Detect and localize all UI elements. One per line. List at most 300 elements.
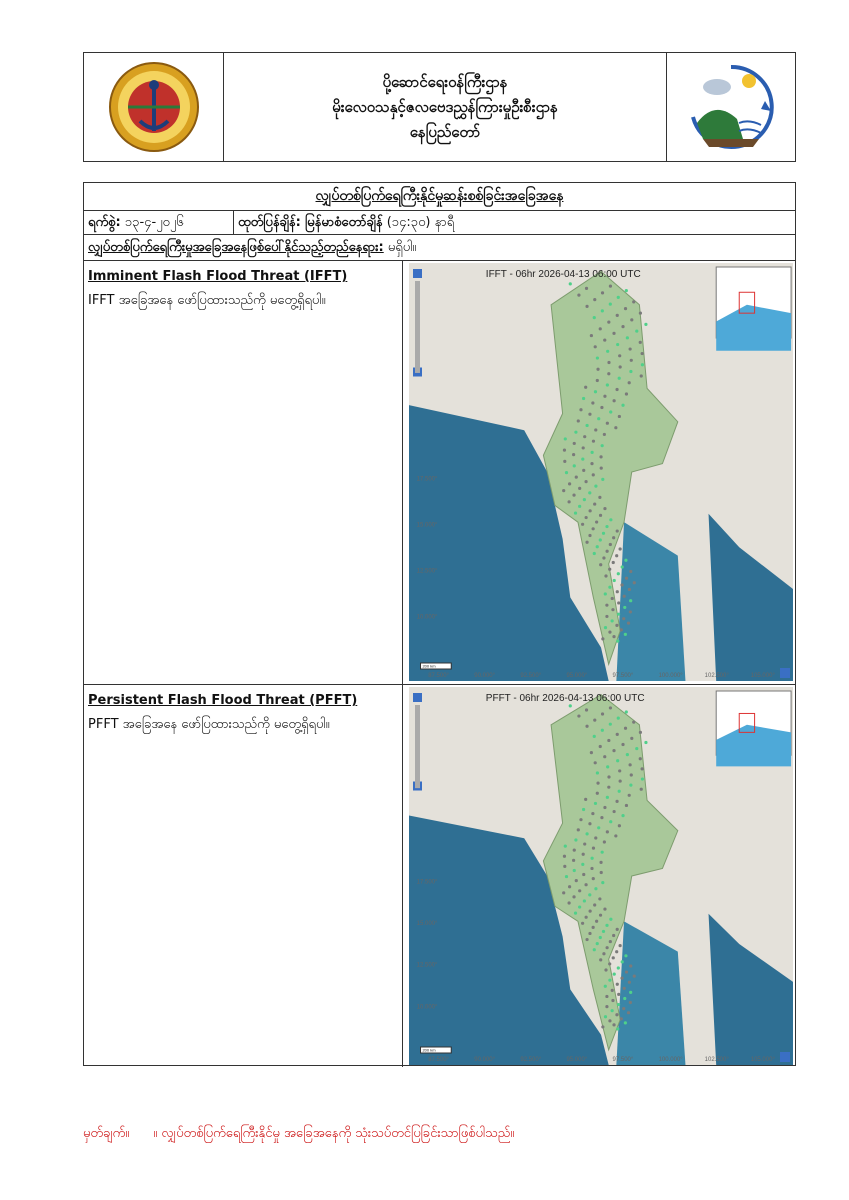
basin-dot	[588, 932, 591, 935]
basin-dot	[579, 818, 582, 821]
city-name: နေပြည်တော်	[409, 122, 481, 141]
basin-dot	[625, 970, 628, 973]
basin-dot	[562, 891, 565, 894]
issue-label: ထုတ်ပြန်ချိန်:	[238, 215, 301, 230]
basin-dot	[598, 897, 601, 900]
basin-dot	[629, 610, 632, 613]
basin-dot	[578, 505, 581, 508]
basin-dot	[592, 440, 595, 443]
basin-dot	[599, 958, 602, 961]
basin-dot	[588, 534, 591, 537]
basin-dot	[594, 345, 597, 348]
map-title-label: IFFT - 06hr 2026-04-13 06:00 UTC	[485, 269, 641, 280]
basin-dot	[612, 332, 615, 335]
basin-dot	[608, 568, 611, 571]
basin-dot	[581, 458, 584, 461]
basin-dot	[577, 828, 580, 831]
basin-dot	[629, 991, 632, 994]
latitude-tick-label: 10.000°	[416, 614, 438, 621]
basin-dot	[602, 952, 605, 955]
pfft-description: PFFT အခြေအနေ ဖော်ပြထားသည်ကို မတွေ့ရှိရပါ။	[88, 717, 330, 732]
issue-time-cell	[234, 211, 454, 234]
basin-dot	[619, 779, 622, 782]
basin-dot	[600, 406, 603, 409]
basin-dot	[592, 847, 595, 850]
basin-dot	[596, 782, 599, 785]
basin-dot	[608, 631, 611, 634]
basin-dot	[628, 794, 631, 797]
basin-dot	[628, 588, 631, 591]
basin-dot	[577, 714, 580, 717]
basin-dot	[602, 532, 605, 535]
basin-dot	[629, 1001, 632, 1004]
basin-dot	[624, 1021, 627, 1024]
basin-dot	[632, 300, 635, 303]
basin-dot	[621, 325, 624, 328]
latitude-tick-label: 12.500°	[416, 568, 438, 575]
basin-dot	[617, 572, 620, 575]
report-table	[83, 182, 796, 1066]
basin-dot	[603, 433, 606, 436]
ifft-text	[88, 265, 393, 313]
basin-dot	[629, 599, 632, 602]
basin-dot	[568, 482, 571, 485]
basin-dot	[609, 820, 612, 823]
basin-dot	[582, 873, 585, 876]
basin-dot	[592, 877, 595, 880]
basin-dot	[601, 309, 604, 312]
basin-dot	[615, 1013, 618, 1016]
basin-dot	[604, 574, 607, 577]
basin-dot	[609, 940, 612, 943]
basin-dot	[563, 460, 566, 463]
basin-dot	[609, 918, 612, 921]
basin-dot	[623, 595, 626, 598]
basin-dot	[604, 1015, 607, 1018]
basin-dot	[600, 871, 603, 874]
basin-dot	[616, 733, 619, 736]
longitude-tick-label: 87.500°	[428, 1057, 449, 1063]
basin-dot	[593, 316, 596, 319]
basin-dot	[592, 926, 595, 929]
basin-dot	[564, 437, 567, 440]
basin-dot	[585, 305, 588, 308]
download-icon	[780, 668, 790, 678]
basin-dot	[618, 790, 621, 793]
basin-dot	[633, 975, 636, 978]
department-name: မိုးလေဝသနှင့်ဇလဗေဒညွှန်ကြားမှုဦးစီးဌာန	[332, 97, 558, 116]
basin-dot	[602, 930, 605, 933]
basin-dot	[601, 851, 604, 854]
basin-dot	[599, 455, 602, 458]
basin-dot	[575, 879, 578, 882]
basin-dot	[596, 368, 599, 371]
basin-dot	[644, 323, 647, 326]
basin-dot	[617, 296, 620, 299]
ifft-heading: Imminent Flash Flood Threat (IFFT)	[88, 269, 348, 284]
basin-dot	[588, 822, 591, 825]
basin-dot	[589, 509, 592, 512]
longitude-tick-label: 105.000°	[750, 1057, 775, 1063]
basin-dot	[616, 928, 619, 931]
basin-dot	[596, 545, 599, 548]
basin-dot	[593, 719, 596, 722]
basin-dot	[578, 487, 581, 490]
basin-dot	[603, 840, 606, 843]
basin-dot	[597, 417, 600, 420]
latitude-tick-label: 17.500°	[416, 476, 438, 483]
basin-dot	[601, 881, 604, 884]
basin-dot	[630, 737, 633, 740]
basin-dot	[640, 374, 643, 377]
basin-dot	[623, 997, 626, 1000]
basin-dot	[620, 628, 623, 631]
basin-dot	[601, 712, 604, 715]
basin-dot	[563, 449, 566, 452]
basin-dot	[578, 905, 581, 908]
basin-dot	[640, 788, 643, 791]
basin-dot	[625, 577, 628, 580]
basin-dot	[593, 552, 596, 555]
basin-dot	[577, 419, 580, 422]
pfft-map	[409, 687, 793, 1065]
basin-dot	[608, 586, 611, 589]
basin-dot	[574, 912, 577, 915]
basin-dot	[605, 525, 608, 528]
map-title-label: PFFT - 06hr 2026-04-13 06:00 UTC	[485, 693, 645, 704]
basin-dot	[611, 608, 614, 611]
basin-dot	[629, 784, 632, 787]
latitude-tick-label: 12.500°	[416, 962, 438, 969]
basin-dot	[595, 920, 598, 923]
department-logo	[667, 53, 795, 161]
basin-dot	[616, 343, 619, 346]
basin-dot	[641, 352, 644, 355]
basin-dot	[617, 993, 620, 996]
basin-dot	[618, 824, 621, 827]
basin-dot	[598, 496, 601, 499]
basin-dot	[596, 792, 599, 795]
basin-dot	[612, 536, 615, 539]
basin-dot	[565, 471, 568, 474]
basin-dot	[594, 761, 597, 764]
basin-dot	[563, 855, 566, 858]
basin-dot	[590, 462, 593, 465]
basin-dot	[617, 716, 620, 719]
scale-bar-label: 200 km	[422, 1047, 436, 1053]
basin-dot	[607, 786, 610, 789]
basin-dot	[617, 966, 620, 969]
basin-dot	[581, 863, 584, 866]
threat-area-row	[84, 235, 795, 261]
basin-dot	[620, 1017, 623, 1020]
basin-dot	[630, 318, 633, 321]
basin-dot	[612, 749, 615, 752]
basin-dot	[604, 985, 607, 988]
basin-dot	[604, 968, 607, 971]
basin-dot	[606, 946, 609, 949]
basin-dot	[609, 518, 612, 521]
basin-dot	[601, 1025, 604, 1028]
basin-dot	[620, 583, 623, 586]
basin-dot	[608, 979, 611, 982]
basin-dot	[616, 314, 619, 317]
basin-dot	[584, 883, 587, 886]
issue-time-value: (၁၄:၃၀) နာရီ	[386, 215, 455, 230]
basin-dot	[583, 498, 586, 501]
basin-dot	[618, 354, 621, 357]
basin-dot	[622, 1007, 625, 1010]
basin-dot	[599, 861, 602, 864]
basin-dot	[585, 708, 588, 711]
date-row	[84, 211, 795, 235]
latitude-tick-label: 10.000°	[416, 1004, 438, 1011]
basin-dot	[592, 473, 595, 476]
longitude-tick-label: 92.500°	[520, 1057, 542, 1063]
basin-dot	[633, 581, 636, 584]
basin-dot	[582, 808, 585, 811]
basin-dot	[594, 428, 597, 431]
basin-dot	[635, 329, 638, 332]
threat-area-label: လျှပ်တစ်ပြက်ရေကြီးမှုအခြေအနေဖြစ်ပေါ်နိုင်သည့်တည်နေရား:	[88, 240, 384, 255]
basin-dot	[599, 563, 602, 566]
basin-dot	[568, 901, 571, 904]
basin-dot	[574, 511, 577, 514]
basin-dot	[593, 735, 596, 738]
basin-dot	[588, 893, 591, 896]
basin-dot	[597, 826, 600, 829]
ifft-description: IFFT အခြေအနေ ဖော်ပြထားသည်ကို မတွေ့ရှိရပါ။	[88, 293, 326, 308]
basin-dot	[574, 838, 577, 841]
basin-dot	[615, 800, 618, 803]
basin-dot	[569, 282, 572, 285]
threat-area-value: မရှိပါ။	[387, 240, 417, 255]
basin-dot	[625, 289, 628, 292]
basin-dot	[630, 359, 633, 362]
ifft-map	[409, 263, 793, 681]
longitude-tick-label: 102.500°	[704, 673, 729, 679]
basin-dot	[617, 613, 620, 616]
basin-dot	[573, 869, 576, 872]
basin-dot	[590, 334, 593, 337]
basin-dot	[583, 435, 586, 438]
basin-dot	[616, 640, 619, 643]
basin-dot	[611, 619, 614, 622]
basin-dot	[606, 350, 609, 353]
basin-dot	[607, 361, 610, 364]
basin-dot	[611, 597, 614, 600]
longitude-tick-label: 95.000°	[566, 673, 588, 679]
pfft-heading: Persistent Flash Flood Threat (PFFT)	[88, 693, 358, 708]
basin-dot	[582, 853, 585, 856]
basin-dot	[589, 910, 592, 913]
basin-dot	[616, 590, 619, 593]
basin-dot	[605, 924, 608, 927]
basin-dot	[573, 849, 576, 852]
basin-dot	[606, 830, 609, 833]
basin-dot	[627, 622, 630, 625]
basin-dot	[600, 467, 603, 470]
pfft-text	[88, 689, 393, 737]
basin-dot	[625, 804, 628, 807]
basin-dot	[609, 723, 612, 726]
basin-dot	[573, 464, 576, 467]
basin-dot	[619, 944, 622, 947]
basin-dot	[582, 446, 585, 449]
latitude-tick-label: 15.000°	[416, 921, 438, 928]
basin-dot	[628, 381, 631, 384]
basin-dot	[639, 731, 642, 734]
basin-dot	[585, 541, 588, 544]
basin-dot	[596, 379, 599, 382]
basin-dot	[599, 936, 602, 939]
ifft-map-svg	[409, 263, 793, 681]
basin-dot	[628, 981, 631, 984]
basin-dot	[594, 802, 597, 805]
basin-dot	[594, 836, 597, 839]
column-divider	[402, 261, 403, 684]
basin-dot	[639, 312, 642, 315]
ministry-logo	[84, 53, 224, 161]
longitude-tick-label: 90.000°	[474, 673, 496, 679]
zoom-slider	[415, 281, 420, 373]
issue-time-label: မြန်မာစံတော်ချိန်	[305, 215, 383, 230]
basin-dot	[609, 303, 612, 306]
basin-dot	[601, 291, 604, 294]
basin-dot	[599, 538, 602, 541]
basin-dot	[613, 810, 616, 813]
basin-dot	[581, 523, 584, 526]
basin-dot	[615, 554, 618, 557]
basin-dot	[607, 775, 610, 778]
download-icon	[780, 1052, 790, 1062]
basin-dot	[574, 431, 577, 434]
basin-dot	[608, 1019, 611, 1022]
basin-dot	[641, 767, 644, 770]
basin-dot	[601, 729, 604, 732]
basin-dot	[608, 962, 611, 965]
basin-dot	[582, 469, 585, 472]
basin-dot	[569, 704, 572, 707]
basin-dot	[590, 751, 593, 754]
basin-dot	[615, 950, 618, 953]
basin-dot	[599, 327, 602, 330]
basin-dot	[629, 370, 632, 373]
basin-dot	[578, 889, 581, 892]
basin-dot	[584, 480, 587, 483]
basin-dot	[603, 338, 606, 341]
basin-dot	[592, 527, 595, 530]
basin-dot	[614, 426, 617, 429]
basin-dot	[603, 755, 606, 758]
basin-dot	[605, 995, 608, 998]
basin-dot	[593, 298, 596, 301]
basin-dot	[582, 397, 585, 400]
basin-dot	[603, 395, 606, 398]
basin-dot	[585, 287, 588, 290]
zoom-in-button	[413, 269, 422, 278]
basin-dot	[599, 745, 602, 748]
basin-dot	[609, 543, 612, 546]
basin-dot	[612, 635, 615, 638]
basin-dot	[607, 372, 610, 375]
basin-dot	[641, 777, 644, 780]
basin-dot	[632, 721, 635, 724]
basin-dot	[573, 442, 576, 445]
basin-dot	[641, 363, 644, 366]
basin-dot	[615, 388, 618, 391]
basin-dot	[621, 960, 624, 963]
date-value: ၁၃-၄-၂၀၂၆	[124, 215, 184, 230]
basin-dot	[611, 1009, 614, 1012]
basin-dot	[629, 964, 632, 967]
basin-dot	[585, 938, 588, 941]
longitude-tick-label: 102.500°	[704, 1057, 729, 1063]
column-divider	[402, 685, 403, 1067]
basin-dot	[624, 727, 627, 730]
basin-dot	[626, 753, 629, 756]
basin-dot	[623, 606, 626, 609]
basin-dot	[596, 771, 599, 774]
basin-dot	[629, 763, 632, 766]
basin-dot	[613, 399, 616, 402]
basin-dot	[572, 493, 575, 496]
basin-dot	[593, 903, 596, 906]
basin-dot	[606, 422, 609, 425]
basin-dot	[613, 579, 616, 582]
basin-dot	[572, 453, 575, 456]
basin-dot	[639, 757, 642, 760]
basin-dot	[618, 415, 621, 418]
basin-dot	[603, 907, 606, 910]
basin-dot	[605, 604, 608, 607]
basin-dot	[621, 814, 624, 817]
latitude-tick-label: 17.500°	[416, 879, 438, 886]
ifft-section	[84, 261, 795, 685]
footer-note	[83, 1125, 534, 1144]
longitude-tick-label: 87.500°	[428, 673, 449, 679]
basin-dot	[616, 983, 619, 986]
basin-dot	[572, 895, 575, 898]
basin-dot	[624, 954, 627, 957]
basin-dot	[613, 972, 616, 975]
basin-dot	[624, 559, 627, 562]
basin-dot	[603, 507, 606, 510]
basin-dot	[562, 489, 565, 492]
longitude-tick-label: 105.000°	[750, 673, 775, 679]
date-label: ရက်စွဲ:	[88, 215, 121, 230]
basin-dot	[583, 899, 586, 902]
basin-dot	[618, 769, 621, 772]
basin-dot	[599, 514, 602, 517]
basin-dot	[616, 759, 619, 762]
basin-dot	[606, 796, 609, 799]
latitude-tick-label: 15.000°	[416, 522, 438, 529]
pfft-section	[84, 685, 795, 1067]
basin-dot	[630, 773, 633, 776]
longitude-tick-label: 92.500°	[520, 673, 542, 679]
basin-dot	[595, 520, 598, 523]
basin-dot	[624, 633, 627, 636]
basin-dot	[621, 404, 624, 407]
basin-dot	[604, 626, 607, 629]
basin-dot	[626, 336, 629, 339]
basin-dot	[563, 865, 566, 868]
basin-dot	[584, 386, 587, 389]
basin-dot	[604, 592, 607, 595]
basin-dot	[615, 624, 618, 627]
basin-dot	[585, 516, 588, 519]
